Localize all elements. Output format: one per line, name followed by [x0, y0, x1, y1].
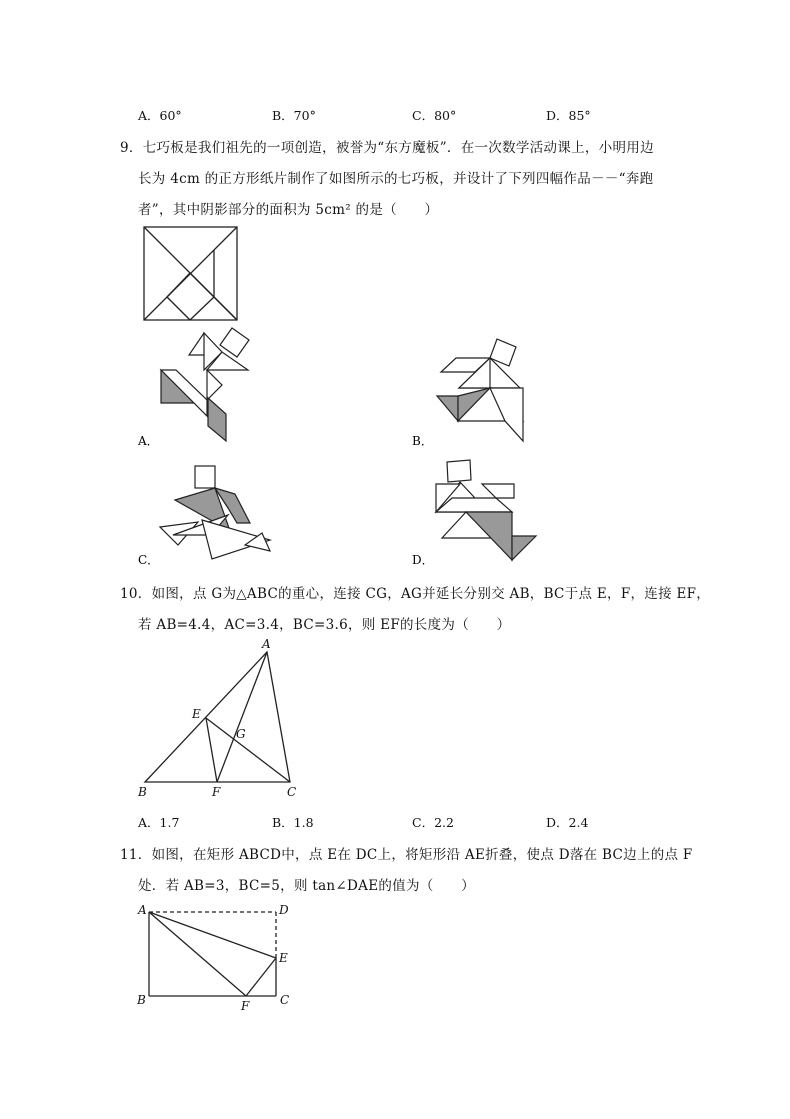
rect-point-b-label: B [137, 993, 146, 1007]
q10-text-line1: 10．如图，点 G为△ABC的重心，连接 CG，AG并延长分别交 AB，BC于点 E，F，连接 EF， [120, 586, 711, 602]
q10-option-c: C．2.2 [412, 815, 454, 830]
q10-option-b: B．1.8 [272, 815, 314, 830]
tangram-c-label: C． [138, 553, 160, 567]
q11-text-line2: 处．若 AB=3，BC=5，则 tan∠DAE的值为（ ） [138, 878, 475, 894]
rect-point-c-label: C [280, 993, 290, 1007]
q8-option-b: B．70° [272, 108, 316, 123]
q10-option-d: D．2.4 [546, 815, 589, 830]
tangram-a-label: A． [138, 434, 159, 448]
tangram-d-label: D． [412, 553, 434, 567]
point-g-label: G [236, 727, 246, 741]
tangram-b-label: B． [412, 434, 433, 448]
rect-point-f-label: F [241, 999, 250, 1013]
q10-option-a: A．1.7 [138, 815, 180, 830]
rect-point-a-label: A [138, 903, 147, 917]
point-a-label: A [262, 637, 271, 651]
q9-text-line3: 者”，其中阴影部分的面积为 5cm² 的是（ ） [138, 202, 439, 218]
q8-option-a: A．60° [138, 108, 182, 123]
q11-text-line1: 11．如图，在矩形 ABCD中，点 E在 DC上，将矩形沿 AE折叠，使点 D落在 BC边上的点 F [120, 847, 693, 863]
q8-option-d: D．85° [546, 108, 591, 123]
q9-text-line1: 9．七巧板是我们祖先的一项创造，被誉为“东方魔板”．在一次数学活动课上，小明用边 [120, 140, 654, 156]
point-c-label: C [287, 785, 297, 799]
rect-point-d-label: D [279, 903, 289, 917]
q10-text-line2: 若 AB=4.4，AC=3.4，BC=3.6，则 EF的长度为（ ） [138, 617, 511, 633]
q9-text-line2: 长为 4cm 的正方形纸片制作了如图所示的七巧板，并设计了下列四幅作品－－“奔跑 [138, 171, 654, 187]
point-f-label: F [212, 785, 221, 799]
point-b-label: B [138, 785, 147, 799]
rect-point-e-label: E [279, 951, 288, 965]
point-e-label: E [192, 707, 201, 721]
q8-option-c: C．80° [412, 108, 457, 123]
